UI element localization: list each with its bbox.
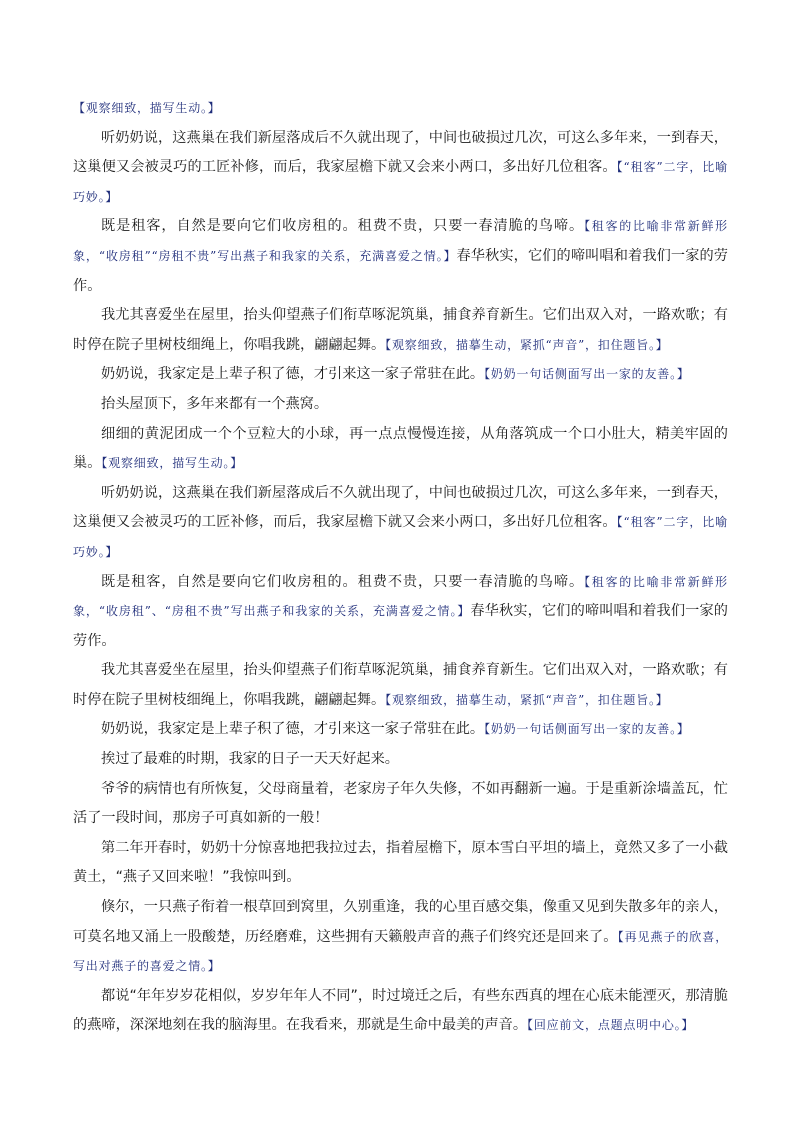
paragraph-text: 既是租客，自然是要向它们收房租的。租费不贵，只要一春清脆的鸟啼。 bbox=[101, 573, 585, 590]
annotation: 【再见燕子的欣喜，写出对燕子的喜爱之情。】 bbox=[73, 929, 728, 974]
document-body bbox=[73, 94, 728, 1041]
paragraph bbox=[73, 479, 728, 568]
paragraph-text: 奶奶说，我家定是上辈子积了德，才引来这一家子常驻在此。 bbox=[101, 366, 485, 383]
paragraph-text: 第二年开春时，奶奶十分惊喜地把我拉过去，指着屋檐下，原本雪白平坦的墙上，竟然又多了一小截黄土，“燕子又回来啦！”我惊叫到。 bbox=[73, 839, 728, 886]
paragraph bbox=[73, 94, 728, 124]
paragraph bbox=[73, 893, 728, 982]
annotation: 【观察细致，描写生动。】 bbox=[73, 101, 221, 115]
paragraph-text: 倏尔，一只燕子衔着一根草回到窝里，久别重逢，我的心里百感交集，像重又见到失散多年的亲人，可莫名地又涌上一股酸楚，历经磨难，这些拥有天籁般声音的燕子们终究还是回来了。 bbox=[73, 899, 728, 945]
paragraph bbox=[73, 420, 728, 479]
paragraph bbox=[73, 982, 728, 1041]
annotation: 【“租客”二字，比喻巧妙。】 bbox=[73, 160, 728, 204]
paragraph-text: 奶奶说，我家定是上辈子积了德，才引来这一家子常驻在此。 bbox=[101, 721, 485, 738]
annotation: 【奶奶一句话侧面写出一家的友善。】 bbox=[484, 367, 690, 382]
paragraph bbox=[73, 834, 728, 893]
paragraph bbox=[73, 212, 728, 301]
paragraph-text-continued: 春华秋实，它们的啼叫唱和着我们一家的劳作。 bbox=[73, 247, 728, 294]
paragraph-text: 都说“年年岁岁花相似，岁岁年年人不同”，时过境迁之后，有些东西真的埋在心底未能湮灭，那清脆的燕啼，深深地刻在我的脑海里。在我看来，那就是生命中最美的声音。 bbox=[73, 987, 728, 1034]
paragraph bbox=[73, 301, 728, 360]
paragraph bbox=[73, 124, 728, 213]
paragraph-text: 听奶奶说，这燕巢在我们新屋落成后不久就出现了，中间也破损过几次，可这么多年来，一到春天，这巢便又会被灵巧的工匠补修，而后，我家屋檐下就又会来小两口，多出好几位租客。 bbox=[73, 129, 728, 176]
paragraph-text: 抬头屋顶下，多年来都有一个燕窝。 bbox=[101, 395, 329, 412]
annotation: 【观察细致，描摹生动，紧抓“声音”，扣住题旨。】 bbox=[385, 692, 669, 707]
paragraph bbox=[73, 745, 728, 775]
paragraph-text-continued: 春华秋实，它们的啼叫唱和着我们一家的劳作。 bbox=[73, 603, 728, 649]
annotation: 【观察细致，描摹生动，紧抓“声音”，扣住题旨。】 bbox=[385, 337, 669, 352]
paragraph-text: 听奶奶说，这燕巢在我们新屋落成后不久就出现了，中间也破损过几次，可这么多年来，一到春天，这巢便又会被灵巧的工匠补修，而后，我家屋檐下就又会来小两口，多出好几位租客。 bbox=[73, 484, 728, 531]
annotation: 【奶奶一句话侧面写出一家的友善。】 bbox=[484, 722, 690, 737]
paragraph-text: 既是租客，自然是要向它们收房租的。租费不贵，只要一春清脆的鸟啼。 bbox=[101, 218, 585, 235]
annotation: 【“租客”二字，比喻巧妙。】 bbox=[73, 515, 728, 559]
annotation: 【回应前文，点题点明中心。】 bbox=[527, 1018, 695, 1033]
paragraph bbox=[73, 390, 728, 420]
paragraph bbox=[73, 360, 728, 390]
annotation: 【租客的比喻非常新鲜形象，“收房租”“房租不贵”写出燕子和我家的关系，充满喜爱之情。】 bbox=[73, 219, 728, 263]
annotation: 【租客的比喻非常新鲜形象，“收房租”、“房租不贵”写出燕子和我家的关系，充满喜爱之情。】 bbox=[73, 574, 728, 619]
paragraph-text: 细细的黄泥团成一个个豆粒大的小球，再一点点慢慢连接，从角落筑成一个口小肚大，精美牢固的巢。 bbox=[73, 425, 728, 472]
paragraph bbox=[73, 775, 728, 834]
paragraph-text: 我尤其喜爱坐在屋里，抬头仰望燕子们衔草啄泥筑巢，捕食养育新生。它们出双入对，一路欢歌；有时停在院子里树枝细绳上，你唱我跳，翩翩起舞。 bbox=[73, 662, 728, 708]
paragraph bbox=[73, 568, 728, 657]
paragraph-text: 我尤其喜爱坐在屋里，抬头仰望燕子们衔草啄泥筑巢，捕食养育新生。它们出双入对，一路欢歌；有时停在院子里树枝细绳上，你唱我跳，翩翩起舞。 bbox=[73, 307, 728, 353]
paragraph-text: 挨过了最难的时期，我家的日子一天天好起来。 bbox=[101, 751, 399, 768]
paragraph bbox=[73, 715, 728, 745]
paragraph-text: 爷爷的病情也有所恢复，父母商量着，老家房子年久失修，不如再翻新一遍。于是重新涂墙盖瓦，忙活了一段时间，那房子可真如新的一般！ bbox=[73, 780, 728, 827]
annotation: 【观察细致，描写生动。】 bbox=[101, 456, 243, 471]
paragraph bbox=[73, 656, 728, 715]
